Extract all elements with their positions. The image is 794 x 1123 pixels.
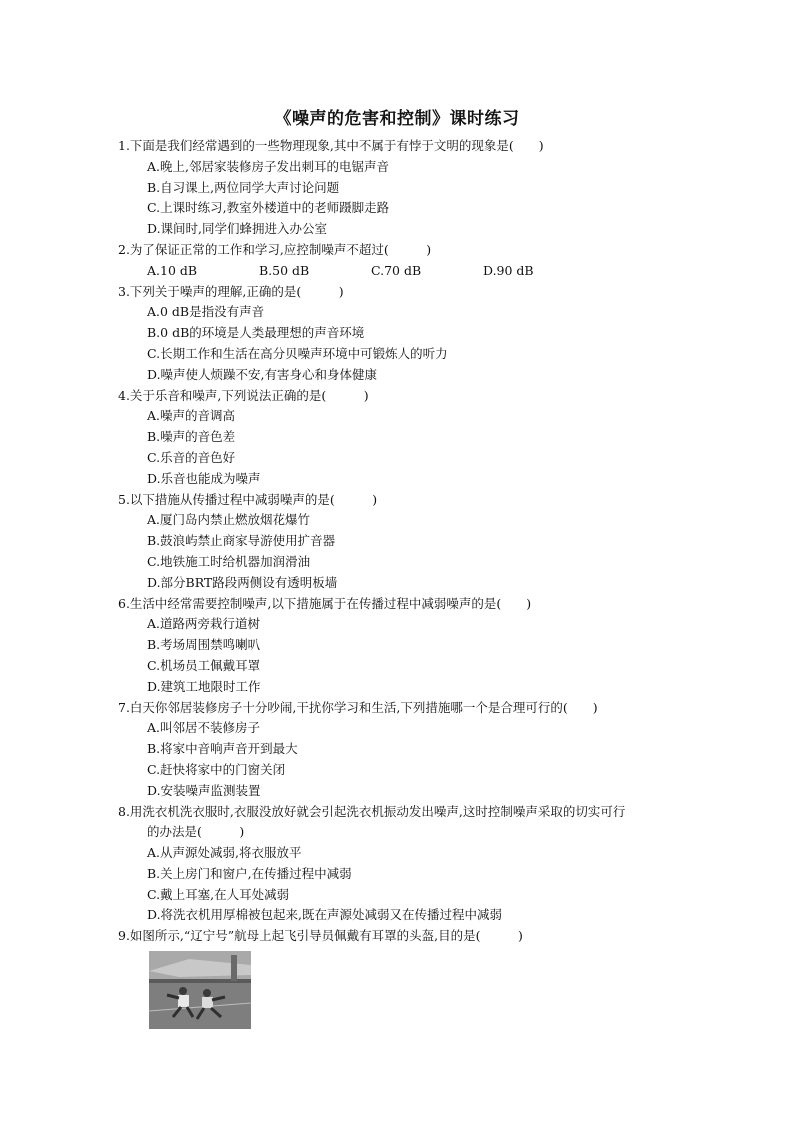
question-2 — [118, 240, 718, 282]
option-c: C.70 dB — [371, 262, 422, 278]
option-a: A.晚上,邻居家装修房子发出刺耳的电锯声音 — [147, 158, 389, 174]
option-a: A.0 dB是指没有声音 — [147, 304, 265, 320]
question-9 — [118, 926, 718, 1029]
question-stem: 3.下列关于噪声的理解,正确的是( ) — [118, 283, 344, 299]
option-d: D.乐音也能成为噪声 — [147, 470, 261, 486]
option-b: B.自习课上,两位同学大声讨论问题 — [147, 179, 340, 195]
option-c: C.乐音的音色好 — [147, 449, 236, 465]
option-c: C.上课时练习,教室外楼道中的老师蹑脚走路 — [147, 200, 390, 216]
question-stem: 4.关于乐音和噪声,下列说法正确的是( ) — [118, 387, 369, 403]
option-b: B.关上房门和窗户,在传播过程中减弱 — [147, 865, 352, 881]
option-row — [118, 261, 718, 282]
question-stem: 8.用洗衣机洗衣服时,衣服没放好就会引起洗衣机振动发出噪声,这时控制噪声采取的切实可行 — [118, 803, 626, 819]
option-b: B.考场周围禁鸣喇叭 — [147, 637, 261, 653]
option-c: C.机场员工佩戴耳罩 — [147, 657, 261, 673]
option-c: C.赶快将家中的门窗关闭 — [147, 761, 286, 777]
option-a: A.叫邻居不装修房子 — [147, 720, 261, 736]
option-d: D.部分BRT路段两侧设有透明板墙 — [147, 574, 338, 590]
question-5 — [118, 490, 718, 594]
carrier-deck-photo — [149, 951, 251, 1029]
question-stem: 5.以下措施从传播过程中减弱噪声的是( ) — [118, 491, 378, 507]
page-title: 《噪声的危害和控制》课时练习 — [274, 109, 520, 129]
option-d: D.90 dB — [483, 262, 534, 278]
option-b: B.噪声的音色差 — [147, 429, 236, 445]
option-c: C.地铁施工时给机器加润滑油 — [147, 553, 311, 569]
option-c: C.长期工作和生活在高分贝噪声环境中可锻炼人的听力 — [147, 345, 448, 361]
question-1 — [118, 136, 718, 240]
option-b: B.将家中音响声音开到最大 — [147, 741, 298, 757]
option-a: A.噪声的音调高 — [147, 408, 236, 424]
question-4 — [118, 386, 718, 490]
question-3 — [118, 282, 718, 386]
deck-crew-illustration — [149, 951, 251, 1029]
question-stem: 7.白天你邻居装修房子十分吵闹,干扰你学习和生活,下列措施哪一个是合理可行的( ) — [118, 699, 598, 715]
question-stem: 9.如图所示,“辽宁号”航母上起飞引导员佩戴有耳罩的头盔,目的是( ) — [118, 928, 523, 944]
option-d: D.建筑工地限时工作 — [147, 678, 261, 694]
question-stem: 2.为了保证正常的工作和学习,应控制噪声不超过( ) — [118, 241, 432, 257]
question-stem-continued: 的办法是( ) — [147, 824, 245, 840]
question-list — [118, 136, 718, 1029]
option-a: A.从声源处减弱,将衣服放平 — [147, 845, 302, 861]
option-a: A.厦门岛内禁止燃放烟花爆竹 — [147, 512, 311, 528]
question-7 — [118, 698, 718, 802]
option-d: D.将洗衣机用厚棉被包起来,既在声源处减弱又在传播过程中减弱 — [147, 907, 503, 923]
question-6 — [118, 594, 718, 698]
option-d: D.课间时,同学们蜂拥进入办公室 — [147, 221, 328, 237]
option-c: C.戴上耳塞,在人耳处减弱 — [147, 886, 290, 902]
question-stem: 6.生活中经常需要控制噪声,以下措施属于在传播过程中减弱噪声的是( ) — [118, 595, 532, 611]
option-b: B.0 dB的环境是人类最理想的声音环境 — [147, 325, 365, 341]
option-b: B.50 dB — [259, 262, 310, 278]
option-d: D.安装噪声监测装置 — [147, 782, 261, 798]
question-8 — [118, 802, 718, 927]
option-a: A.道路两旁栽行道树 — [147, 616, 261, 632]
option-d: D.噪声使人烦躁不安,有害身心和身体健康 — [147, 366, 378, 382]
option-b: B.鼓浪屿禁止商家导游使用扩音器 — [147, 533, 336, 549]
option-a: A.10 dB — [147, 262, 198, 278]
question-stem: 1.下面是我们经常遇到的一些物理现象,其中不属于有悖于文明的现象是( ) — [118, 138, 544, 153]
